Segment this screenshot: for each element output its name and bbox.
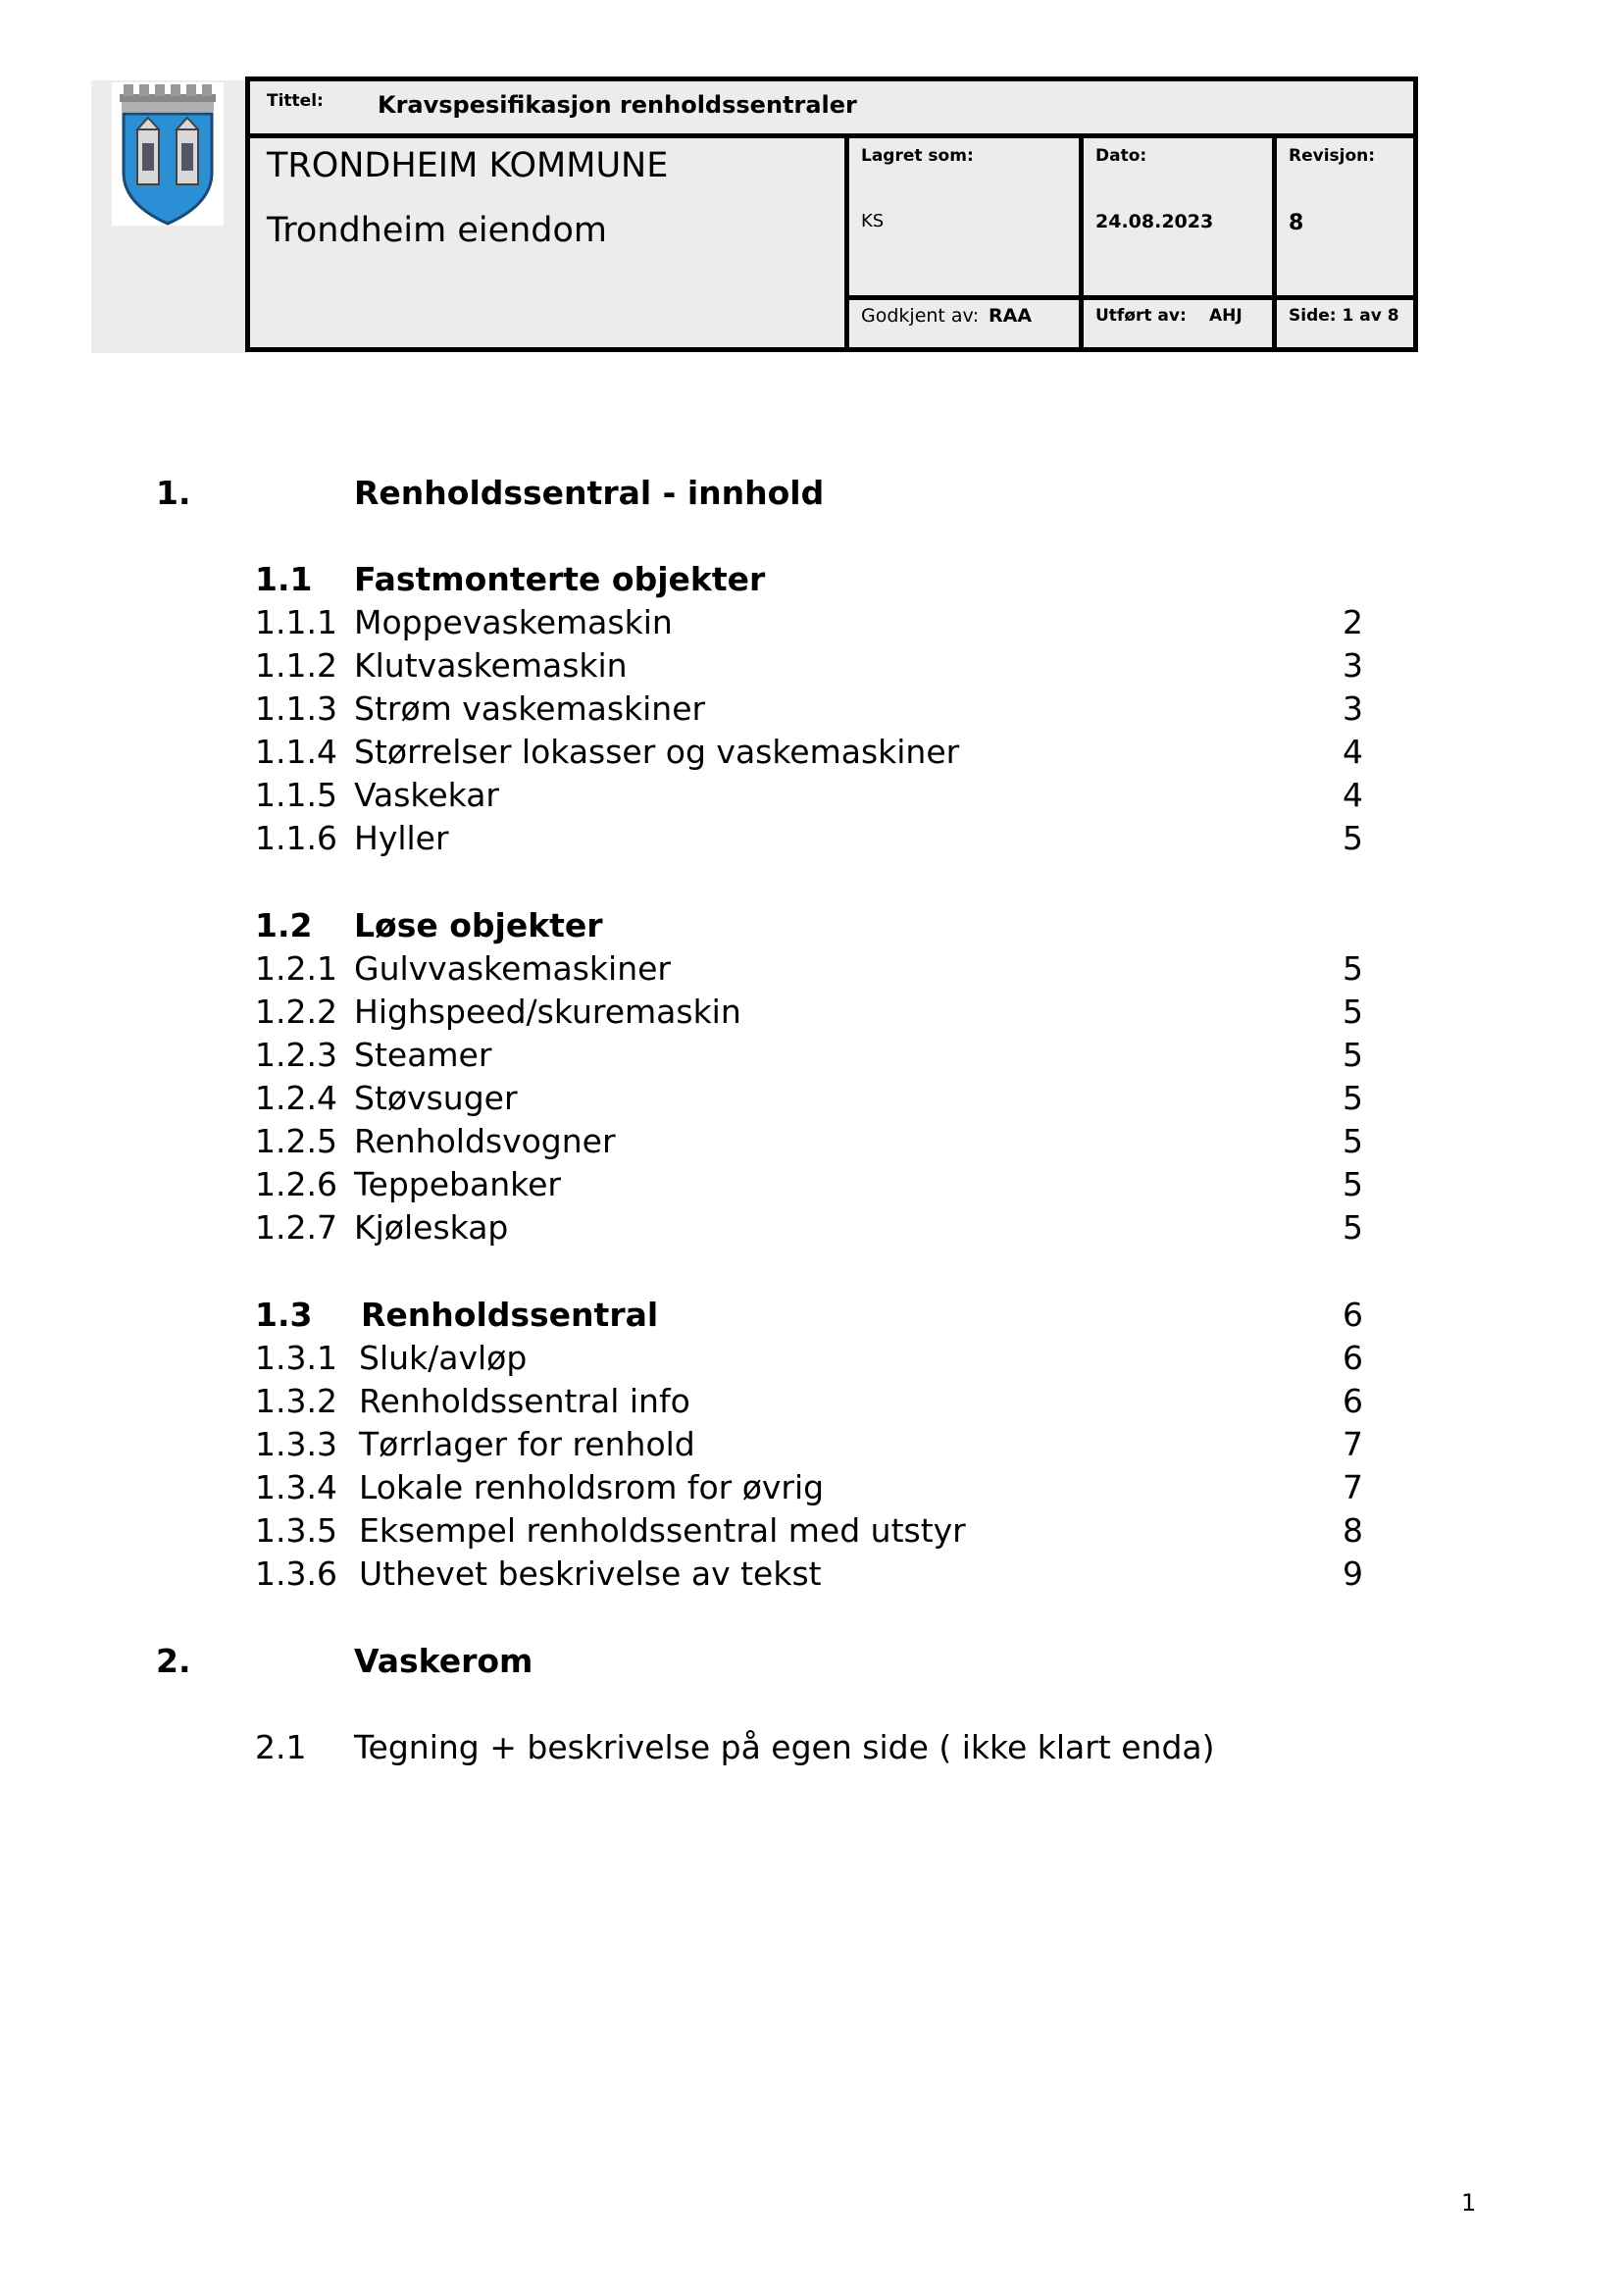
toc-title: Sluk/avløp bbox=[359, 1339, 528, 1377]
toc-page: 7 bbox=[1343, 1468, 1363, 1506]
toc-title: Vaskerom bbox=[354, 1642, 533, 1680]
toc-title: Hyller bbox=[354, 819, 449, 857]
toc-number: 1.2.3 bbox=[255, 1036, 337, 1074]
organization-name: TRONDHEIM KOMMUNE bbox=[267, 146, 669, 185]
toc-title: Renholdssentral - innhold bbox=[354, 474, 825, 512]
date-value: 24.08.2023 bbox=[1095, 211, 1214, 232]
toc-number: 1.3.5 bbox=[255, 1511, 337, 1550]
toc-title: Eksempel renholdssentral med utstyr bbox=[359, 1511, 966, 1550]
toc-page: 6 bbox=[1343, 1382, 1363, 1420]
toc-number: 1.3.4 bbox=[255, 1468, 337, 1506]
toc-title: Renholdssentral info bbox=[359, 1382, 690, 1420]
page-number: 1 bbox=[1461, 2189, 1477, 2217]
performed-value: AHJ bbox=[1209, 306, 1243, 326]
department-name: Trondheim eiendom bbox=[267, 211, 608, 250]
toc-number: 1.3 bbox=[255, 1296, 313, 1334]
toc-title: Steamer bbox=[354, 1036, 492, 1074]
divider bbox=[1079, 138, 1084, 352]
title-row bbox=[250, 81, 1413, 138]
toc-title: Tegning + beskrivelse på egen side ( ikke klart enda) bbox=[354, 1728, 1215, 1766]
toc-number: 1.2.5 bbox=[255, 1122, 337, 1160]
toc-number: 2. bbox=[156, 1642, 191, 1680]
toc-page: 6 bbox=[1343, 1339, 1363, 1377]
divider bbox=[1272, 138, 1277, 352]
toc-number: 1.3.2 bbox=[255, 1382, 337, 1420]
date-label: Dato: bbox=[1095, 146, 1147, 166]
toc-page: 7 bbox=[1343, 1425, 1363, 1463]
divider bbox=[844, 138, 849, 352]
toc-page: 3 bbox=[1343, 646, 1363, 685]
page-count-label: Side: 1 av 8 bbox=[1289, 306, 1399, 326]
toc-title: Tørrlager for renhold bbox=[359, 1425, 695, 1463]
toc-title: Vaskekar bbox=[354, 776, 499, 814]
toc-number: 1.3.1 bbox=[255, 1339, 337, 1377]
toc-number: 2.1 bbox=[255, 1728, 307, 1766]
toc-page: 5 bbox=[1343, 993, 1363, 1031]
toc-title: Fastmonterte objekter bbox=[354, 560, 766, 598]
toc-number: 1.2.6 bbox=[255, 1165, 337, 1203]
toc-page: 5 bbox=[1343, 949, 1363, 988]
document-header-table bbox=[245, 76, 1418, 352]
toc-title: Renholdssentral bbox=[361, 1296, 659, 1334]
toc-page: 5 bbox=[1343, 1165, 1363, 1203]
toc-page: 5 bbox=[1343, 1036, 1363, 1074]
toc-title: Teppebanker bbox=[354, 1165, 561, 1203]
toc-number: 1.2.4 bbox=[255, 1079, 337, 1117]
toc-number: 1.1.3 bbox=[255, 689, 337, 728]
toc-title: Highspeed/skuremaskin bbox=[354, 993, 741, 1031]
toc-number: 1. bbox=[156, 474, 191, 512]
toc-number: 1.1.5 bbox=[255, 776, 337, 814]
toc-title: Renholdsvogner bbox=[354, 1122, 616, 1160]
approved-label: Godkjent av: bbox=[861, 305, 980, 327]
approved-value: RAA bbox=[989, 305, 1033, 327]
toc-page: 9 bbox=[1343, 1555, 1363, 1593]
toc-title: Uthevet beskrivelse av tekst bbox=[359, 1555, 822, 1593]
toc-title: Gulvvaskemaskiner bbox=[354, 949, 671, 988]
toc-page: 5 bbox=[1343, 1122, 1363, 1160]
toc-page: 6 bbox=[1343, 1296, 1363, 1334]
toc-title: Lokale renholdsrom for øvrig bbox=[359, 1468, 825, 1506]
toc-number: 1.1.2 bbox=[255, 646, 337, 685]
toc-title: Klutvaskemaskin bbox=[354, 646, 628, 685]
toc-number: 1.2.7 bbox=[255, 1208, 337, 1247]
toc-page: 5 bbox=[1343, 1079, 1363, 1117]
toc-number: 1.1 bbox=[255, 560, 313, 598]
toc-number: 1.2.2 bbox=[255, 993, 337, 1031]
document-title: Kravspesifikasjon renholdssentraler bbox=[378, 91, 857, 119]
toc-number: 1.1.1 bbox=[255, 603, 337, 641]
performed-label: Utført av: bbox=[1095, 306, 1187, 326]
toc-number: 1.2 bbox=[255, 906, 313, 944]
divider bbox=[844, 295, 1413, 300]
toc-number: 1.3.3 bbox=[255, 1425, 337, 1463]
title-label: Tittel: bbox=[267, 91, 324, 111]
toc-page: 8 bbox=[1343, 1511, 1363, 1550]
toc-title: Størrelser lokasser og vaskemaskiner bbox=[354, 733, 960, 771]
toc-title: Løse objekter bbox=[354, 906, 603, 944]
revision-value: 8 bbox=[1289, 211, 1304, 235]
toc-page: 2 bbox=[1343, 603, 1363, 641]
coat-of-arms-icon bbox=[112, 82, 224, 226]
toc-number: 1.3.6 bbox=[255, 1555, 337, 1593]
toc-number: 1.1.4 bbox=[255, 733, 337, 771]
toc-number: 1.1.6 bbox=[255, 819, 337, 857]
toc-number: 1.2.1 bbox=[255, 949, 337, 988]
toc-title: Kjøleskap bbox=[354, 1208, 509, 1247]
toc-title: Støvsuger bbox=[354, 1079, 518, 1117]
toc-page: 5 bbox=[1343, 1208, 1363, 1247]
toc-page: 5 bbox=[1343, 819, 1363, 857]
stored-as-value: KS bbox=[861, 211, 885, 231]
toc-page: 3 bbox=[1343, 689, 1363, 728]
toc-title: Moppevaskemaskin bbox=[354, 603, 673, 641]
revision-label: Revisjon: bbox=[1289, 146, 1376, 166]
toc-page: 4 bbox=[1343, 776, 1363, 814]
toc-page: 4 bbox=[1343, 733, 1363, 771]
stored-as-label: Lagret som: bbox=[861, 146, 974, 166]
toc-title: Strøm vaskemaskiner bbox=[354, 689, 706, 728]
